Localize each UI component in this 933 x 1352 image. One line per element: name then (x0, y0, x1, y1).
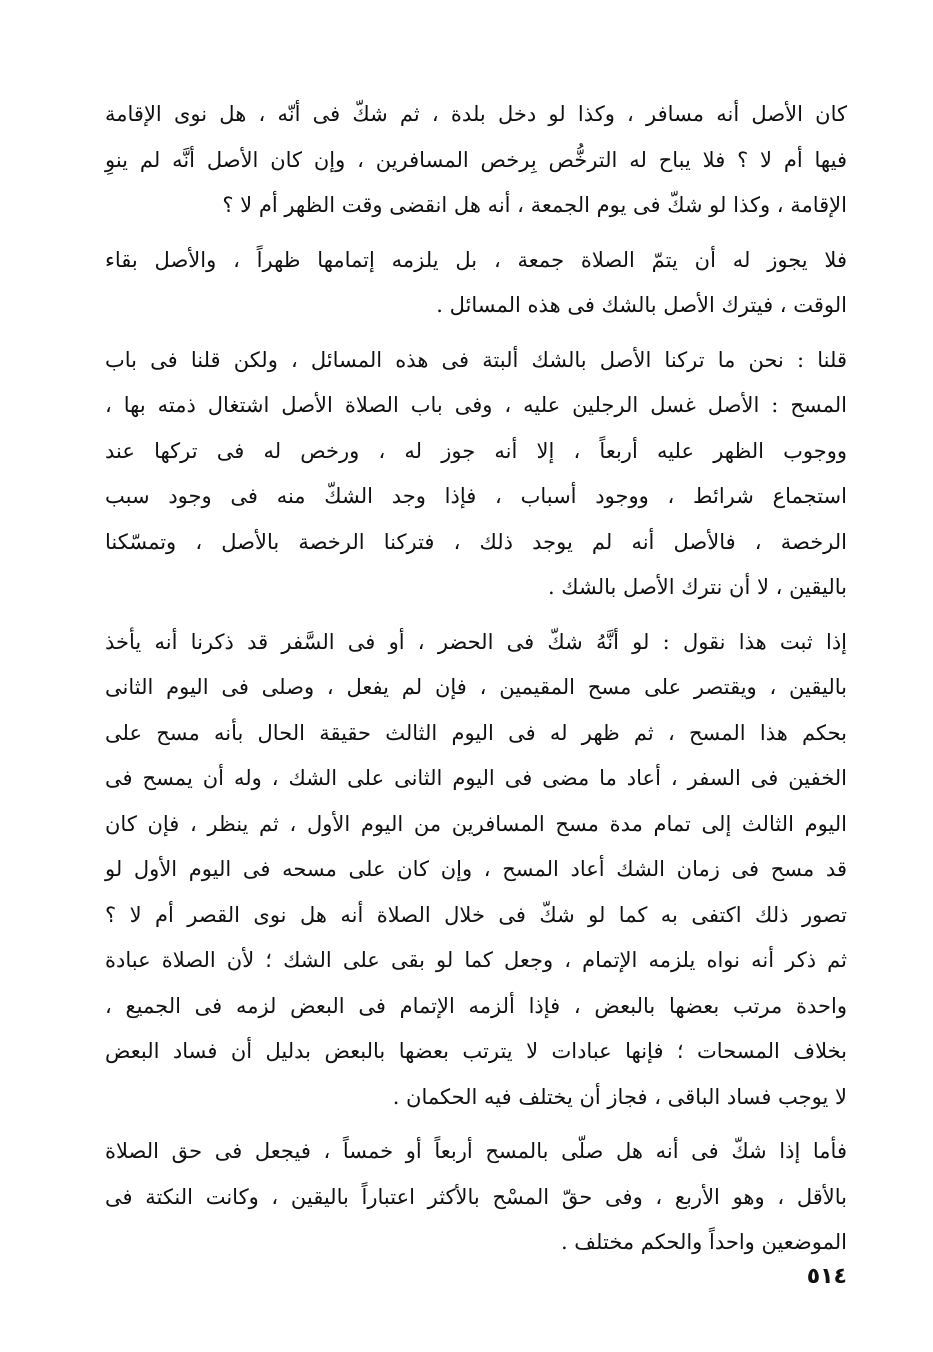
text-line: باليقين ، لا أن نترك الأصل بالشك . (547, 575, 847, 599)
text-line: الخفين فى السفر ، أعاد ما مضى فى اليوم الثانى على الشك ، وله أن يمسح فى (105, 766, 847, 790)
page-number: ٥١٤ (806, 1264, 847, 1289)
text-line: لا يوجب فساد الباقى ، فجاز أن يختلف فيه الحكمان . (392, 1084, 847, 1109)
page-body-text (105, 92, 847, 1266)
text-line: قد مسح فى زمان الشك أعاد المسح ، وإن كان على مسحه فى اليوم الأول لو (105, 857, 847, 881)
paragraph-2 (105, 238, 847, 329)
text-line: المسح : الأصل غسل الرجلين عليه ، وفى باب الصلاة الأصل اشتغال ذمته بها ، (105, 393, 847, 417)
text-line: فلا يجوز له أن يتمّ الصلاة جمعة ، بل يلزمه إتمامها ظهراً ، والأصل بقاء (105, 247, 847, 272)
text-line: الإقامة ، وكذا لو شكّ فى يوم الجمعة ، أنه هل انقضى وقت الظهر أم لا ؟ (222, 193, 847, 217)
text-line: واحدة مرتب بعضها بالبعض ، فإذا ألزمه الإتمام فى البعض لزمه فى الجميع ، (105, 993, 847, 1018)
text-line: فيها أم لا ؟ فلا يباح له الترخُّص بِرخص المسافرين ، وإن كان الأصل أنَّه لم ينوِ (105, 147, 847, 172)
text-line: كان الأصل أنه مسافر ، وكذا لو دخل بلدة ، ثم شكّ فى أنّه ، هل نوى الإقامة (105, 102, 847, 126)
text-line: قلنا : نحن ما تركنا الأصل بالشك ألبتة فى هذه المسائل ، ولكن قلنا فى باب (105, 347, 847, 372)
text-line: بحكم هذا المسح ، ثم ظهر له فى اليوم الثالث حقيقة الحال بأنه مسح على (105, 720, 847, 745)
text-line: باليقين ، ويقتصر على مسح المقيمين ، فإن لم يفعل ، وصلى فى اليوم الثانى (105, 675, 847, 699)
paragraph-1 (105, 92, 847, 229)
text-line: بالأقل ، وهو الأربع ، وفى حقّ المسْح بالأكثر اعتباراً باليقين ، وكانت النكتة فى (105, 1184, 847, 1209)
text-line: الرخصة ، فالأصل أنه لم يوجد ذلك ، فتركنا الرخصة بالأصل ، وتمسّكنا (105, 529, 847, 554)
text-line: استجماع شرائط ، ووجود أسباب ، فإذا وجد الشكّ منه فى وجود سبب (105, 484, 847, 508)
text-line: ثم ذكر أنه نواه يلزمه الإتمام ، وجعل كما لو بقى على الشك ؛ لأن الصلاة عبادة (105, 948, 847, 972)
text-line: بخلاف المسحات ؛ فإنها عبادات لا يترتب بعضها بالبعض بدليل أن فساد البعض (105, 1039, 847, 1063)
text-line: تصور ذلك اكتفى به كما لو شكّ فى خلال الصلاة أنه هل نوى القصر أم لا ؟ (105, 902, 847, 927)
paragraph-5 (105, 1129, 847, 1266)
text-line: إذا ثبت هذا نقول : لو أنَّهُ شكّ فى الحضر ، أو فى السَّفر قد ذكرنا أنه يأخذ (105, 629, 847, 654)
text-line: اليوم الثالث إلى تمام مدة مسح المسافرين من اليوم الأول ، ثم ينظر ، فإن كان (105, 811, 847, 836)
text-line: فأما إذا شكّ فى أنه هل صلّى بالمسح أربعاً أو خمساً ، فيجعل فى حق الصلاة (105, 1139, 847, 1163)
paragraph-3 (105, 338, 847, 611)
text-line: الموضعين واحداً والحكم مختلف . (560, 1230, 847, 1254)
paragraph-4 (105, 620, 847, 1121)
text-line: ووجوب الظهر عليه أربعاً ، إلا أنه جوز له ، ورخص له فى تركها عند (105, 438, 847, 463)
text-line: الوقت ، فيترك الأصل بالشك فى هذه المسائل . (436, 293, 847, 317)
